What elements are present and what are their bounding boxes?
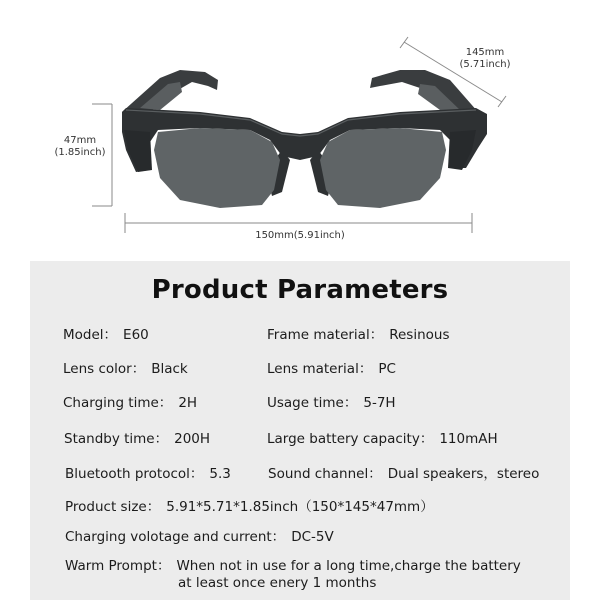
temple-inch: (5.71inch) bbox=[459, 59, 511, 70]
param-charging-voltage: Charging volotage and current： DC-5V bbox=[65, 529, 334, 545]
param-bluetooth-protocol: Bluetooth protocol： 5.3 bbox=[65, 466, 231, 482]
param-product-size: Product size： 5.91*5.71*1.85inch（150*145*47mm） bbox=[65, 499, 434, 515]
param-usage-time: Usage time： 5-7H bbox=[267, 395, 396, 411]
param-warm-prompt: Warm Prompt： When not in use for a long time,charge the battery bbox=[65, 558, 521, 574]
param-model: Model： E60 bbox=[63, 327, 149, 343]
param-standby-time: Standby time： 200H bbox=[64, 431, 211, 447]
product-parameters-panel bbox=[30, 261, 570, 600]
width-dimension-label: 150mm(5.91inch) bbox=[255, 230, 345, 241]
sunglasses-illustration bbox=[0, 0, 600, 260]
param-frame-material: Frame material： Resinous bbox=[267, 327, 450, 343]
panel-title: Product Parameters bbox=[151, 275, 449, 305]
param-charging-time: Charging time： 2H bbox=[63, 395, 198, 411]
product-image bbox=[0, 0, 600, 260]
param-battery-capacity: Large battery capacity： 110mAH bbox=[267, 431, 498, 447]
height-mm: 47mm bbox=[63, 135, 97, 146]
param-sound-channel: Sound channel： Dual speakers，stereo bbox=[268, 466, 540, 482]
height-dimension-label bbox=[50, 135, 110, 159]
param-lens-material: Lens material： PC bbox=[267, 361, 396, 377]
height-inch: (1.85inch) bbox=[54, 147, 106, 158]
temple-mm: 145mm bbox=[465, 47, 505, 58]
param-lens-color: Lens color： Black bbox=[63, 361, 188, 377]
warm-prompt-line-2: at least once enery 1 months bbox=[178, 575, 377, 591]
temple-dimension-label bbox=[450, 47, 520, 71]
